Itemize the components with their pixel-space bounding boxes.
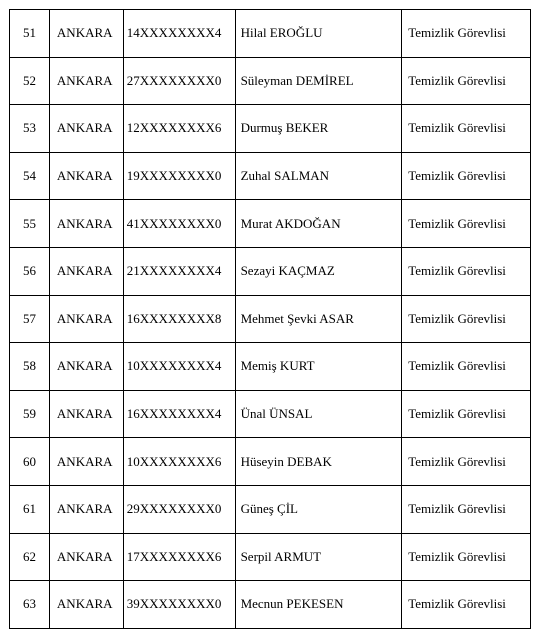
job-title-cell: Temizlik Görevlisi: [402, 58, 531, 106]
row-number-cell: 53: [10, 105, 50, 153]
table-row: [10, 581, 531, 629]
table-row: [10, 534, 531, 582]
row-number-cell: 62: [10, 534, 50, 582]
job-title-cell: Temizlik Görevlisi: [402, 248, 531, 296]
row-number-cell: 63: [10, 581, 50, 629]
id-number-cell: 19XXXXXXXX0: [124, 153, 236, 201]
id-number-cell: 14XXXXXXXX4: [124, 10, 236, 58]
full-name-cell: Durmuş BEKER: [236, 105, 403, 153]
city-cell: ANKARA: [50, 438, 124, 486]
row-number-cell: 55: [10, 200, 50, 248]
row-number-cell: 58: [10, 343, 50, 391]
table-row: [10, 343, 531, 391]
full-name-cell: Mehmet Şevki ASAR: [236, 296, 403, 344]
full-name-cell: Murat AKDOĞAN: [236, 200, 403, 248]
full-name-cell: Zuhal SALMAN: [236, 153, 403, 201]
row-number-cell: 52: [10, 58, 50, 106]
city-cell: ANKARA: [50, 534, 124, 582]
row-number-cell: 61: [10, 486, 50, 534]
table-row: [10, 391, 531, 439]
id-number-cell: 29XXXXXXXX0: [124, 486, 236, 534]
table-row: [10, 486, 531, 534]
id-number-cell: 16XXXXXXXX8: [124, 296, 236, 344]
city-cell: ANKARA: [50, 10, 124, 58]
job-title-cell: Temizlik Görevlisi: [402, 581, 531, 629]
job-title-cell: Temizlik Görevlisi: [402, 153, 531, 201]
id-number-cell: 41XXXXXXXX0: [124, 200, 236, 248]
table-row: [10, 438, 531, 486]
job-title-cell: Temizlik Görevlisi: [402, 296, 531, 344]
job-title-cell: Temizlik Görevlisi: [402, 10, 531, 58]
city-cell: ANKARA: [50, 296, 124, 344]
job-title-cell: Temizlik Görevlisi: [402, 486, 531, 534]
full-name-cell: Serpil ARMUT: [236, 534, 403, 582]
table-row: [10, 248, 531, 296]
full-name-cell: Sezayi KAÇMAZ: [236, 248, 403, 296]
city-cell: ANKARA: [50, 248, 124, 296]
city-cell: ANKARA: [50, 58, 124, 106]
full-name-cell: Hilal EROĞLU: [236, 10, 403, 58]
table-row: [10, 105, 531, 153]
full-name-cell: Süleyman DEMİREL: [236, 58, 403, 106]
row-number-cell: 60: [10, 438, 50, 486]
table-row: [10, 296, 531, 344]
job-title-cell: Temizlik Görevlisi: [402, 200, 531, 248]
full-name-cell: Ünal ÜNSAL: [236, 391, 403, 439]
row-number-cell: 59: [10, 391, 50, 439]
city-cell: ANKARA: [50, 200, 124, 248]
job-title-cell: Temizlik Görevlisi: [402, 534, 531, 582]
table-row: [10, 200, 531, 248]
id-number-cell: 27XXXXXXXX0: [124, 58, 236, 106]
full-name-cell: Mecnun PEKESEN: [236, 581, 403, 629]
city-cell: ANKARA: [50, 153, 124, 201]
city-cell: ANKARA: [50, 105, 124, 153]
id-number-cell: 17XXXXXXXX6: [124, 534, 236, 582]
table-row: [10, 10, 531, 58]
id-number-cell: 10XXXXXXXX4: [124, 343, 236, 391]
id-number-cell: 16XXXXXXXX4: [124, 391, 236, 439]
job-title-cell: Temizlik Görevlisi: [402, 343, 531, 391]
table-row: [10, 58, 531, 106]
row-number-cell: 57: [10, 296, 50, 344]
id-number-cell: 12XXXXXXXX6: [124, 105, 236, 153]
full-name-cell: Hüseyin DEBAK: [236, 438, 403, 486]
job-title-cell: Temizlik Görevlisi: [402, 391, 531, 439]
personnel-table: [9, 9, 531, 629]
id-number-cell: 10XXXXXXXX6: [124, 438, 236, 486]
full-name-cell: Güneş ÇİL: [236, 486, 403, 534]
table-row: [10, 153, 531, 201]
row-number-cell: 54: [10, 153, 50, 201]
id-number-cell: 39XXXXXXXX0: [124, 581, 236, 629]
id-number-cell: 21XXXXXXXX4: [124, 248, 236, 296]
city-cell: ANKARA: [50, 486, 124, 534]
job-title-cell: Temizlik Görevlisi: [402, 438, 531, 486]
row-number-cell: 56: [10, 248, 50, 296]
city-cell: ANKARA: [50, 581, 124, 629]
city-cell: ANKARA: [50, 391, 124, 439]
city-cell: ANKARA: [50, 343, 124, 391]
job-title-cell: Temizlik Görevlisi: [402, 105, 531, 153]
full-name-cell: Memiş KURT: [236, 343, 403, 391]
row-number-cell: 51: [10, 10, 50, 58]
